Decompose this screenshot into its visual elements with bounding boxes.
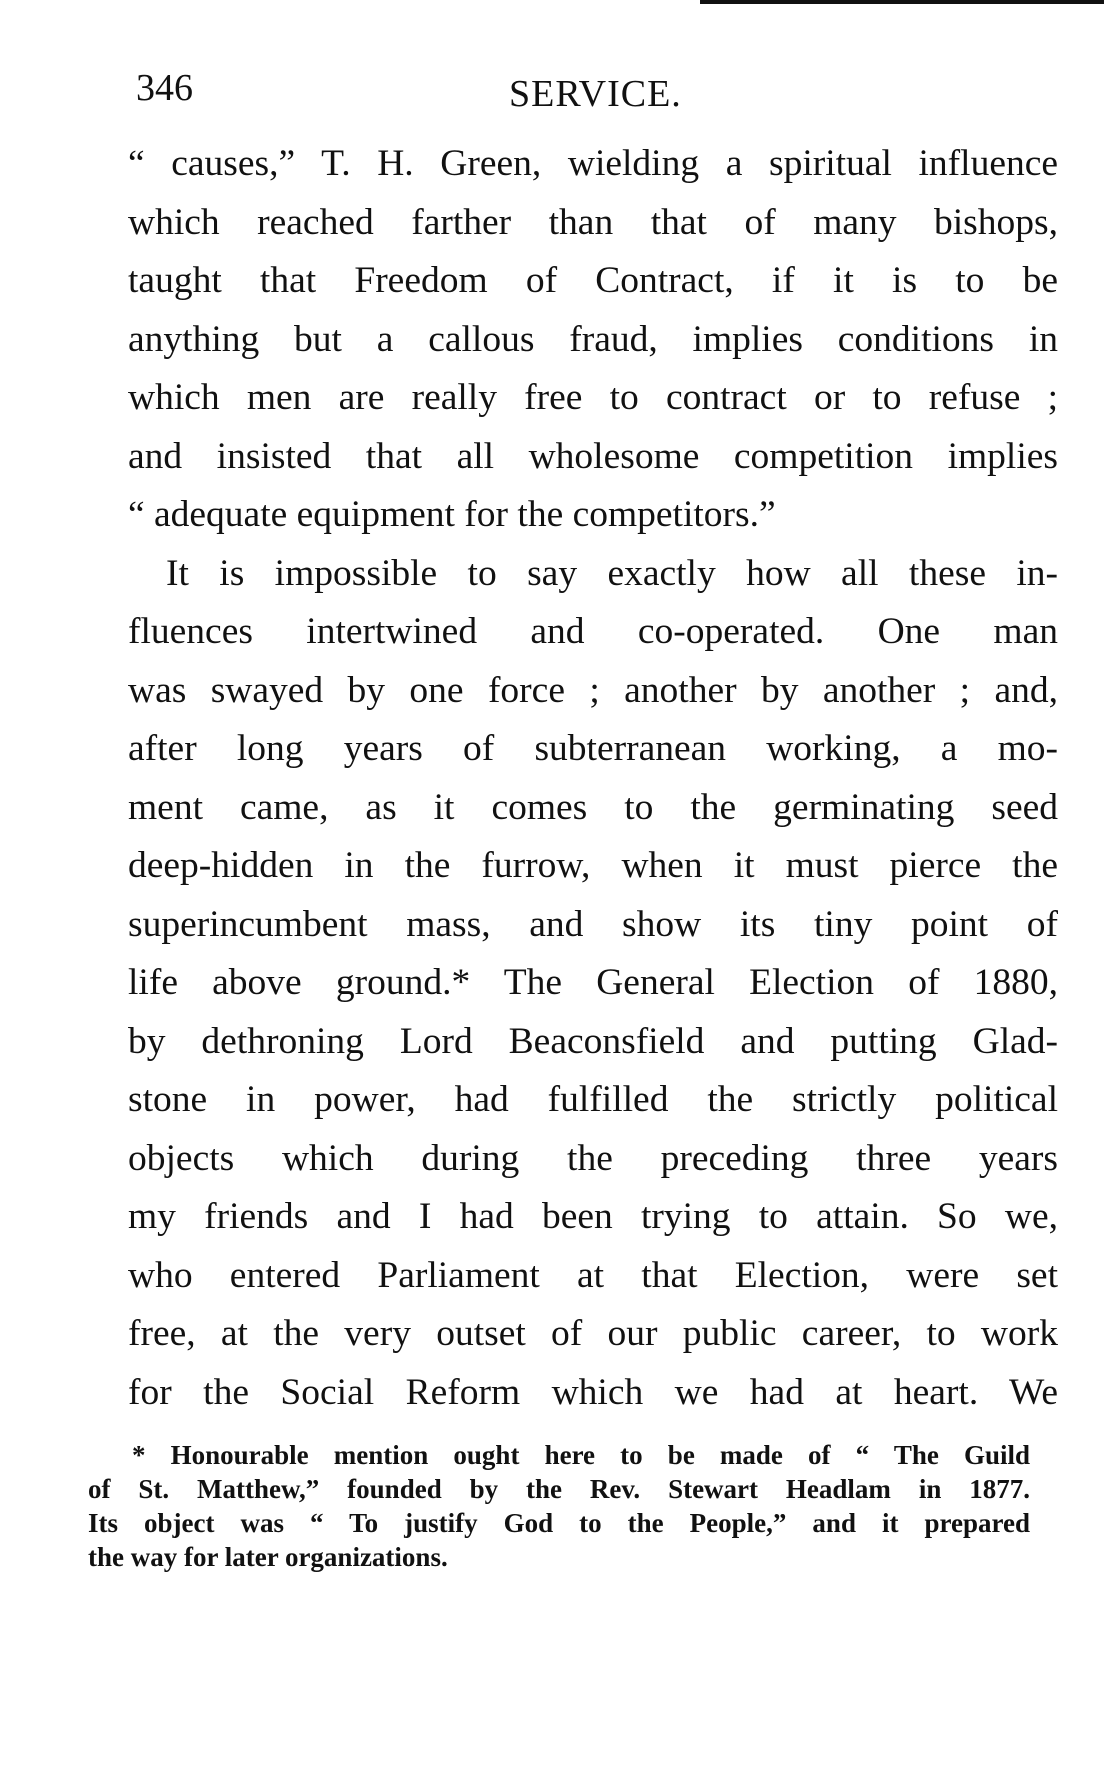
body-line: who entered Parliament at that Election, were set: [128, 1254, 1058, 1296]
body-line: deep-hidden in the furrow, when it must pierce the: [128, 845, 1058, 886]
body-line: anything but a callous fraud, implies conditions in: [128, 318, 1058, 360]
footnote-line: of St. Matthew,” founded by the Rev. Stewart Headlam in 1877.: [88, 1474, 1030, 1504]
page-header: [136, 62, 1056, 114]
body-line: my friends and I had been trying to attain. So we,: [128, 1196, 1058, 1237]
body-line: which men are really free to contract or to refuse ;: [128, 377, 1058, 418]
body-line: objects which during the preceding three years: [128, 1137, 1058, 1179]
page-number: 346: [136, 67, 193, 109]
body-line: superincumbent mass, and show its tiny point of: [128, 903, 1058, 945]
body-line: “ causes,” T. H. Green, wielding a spiritual influence: [128, 143, 1058, 184]
body-line: free, at the very outset of our public career, to work: [128, 1313, 1058, 1354]
body-line: stone in power, had fulfilled the strictly political: [128, 1079, 1058, 1120]
body-line: ment came, as it comes to the germinating seed: [128, 786, 1058, 828]
body-line: taught that Freedom of Contract, if it is to be: [128, 260, 1058, 301]
body-line: which reached farther than that of many bishops,: [128, 201, 1058, 243]
footnote-line: the way for later organizations.: [88, 1542, 448, 1572]
body-line: fluences intertwined and co-operated. One man: [128, 611, 1058, 652]
body-line: for the Social Reform which we had at heart. We: [128, 1371, 1058, 1413]
top-rule: [700, 0, 1104, 4]
running-head: SERVICE.: [509, 73, 682, 115]
body-line: was swayed by one force ; another by another ; and,: [128, 669, 1058, 711]
body-line: after long years of subterranean working, a mo-: [128, 728, 1058, 769]
body-text: [128, 135, 1058, 1422]
body-line: It is impossible to say exactly how all these in-: [166, 552, 1058, 594]
footnote-line: Its object was “ To justify God to the People,” and it prepared: [88, 1508, 1030, 1538]
footnote: [88, 1438, 1030, 1574]
body-line: life above ground.* The General Election of 1880,: [128, 962, 1058, 1003]
body-line: and insisted that all wholesome competition implies: [128, 435, 1058, 477]
body-line: “ adequate equipment for the competitors.”: [128, 494, 776, 535]
footnote-line: * Honourable mention ought here to be made of “ The Guild: [132, 1440, 1030, 1470]
body-line: by dethroning Lord Beaconsfield and putting Glad-: [128, 1020, 1058, 1062]
